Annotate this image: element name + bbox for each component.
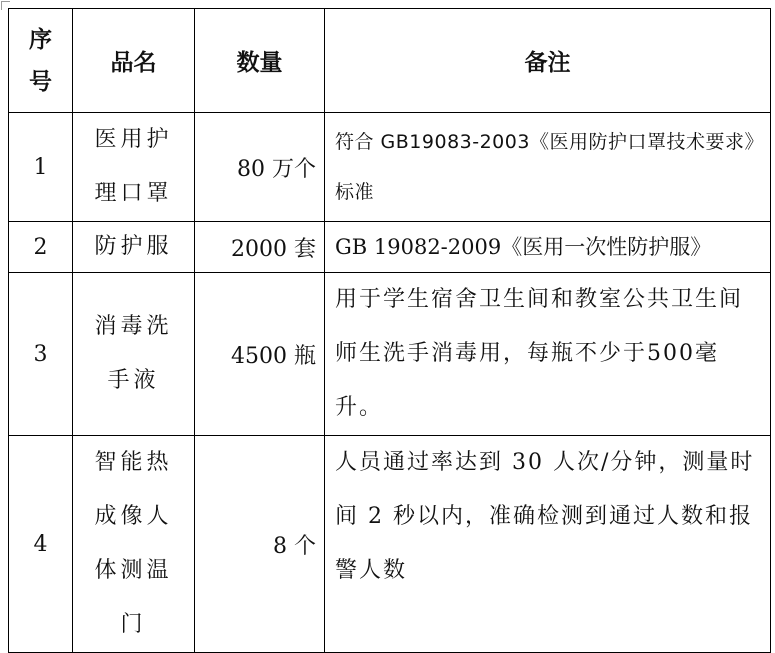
- row-note: GB 19082-2009《医用一次性防护服》: [325, 222, 771, 273]
- header-qty: 数量: [195, 9, 325, 113]
- header-seq: [9, 9, 73, 113]
- goods-table: [8, 8, 771, 653]
- row-name: [73, 113, 195, 222]
- row-seq: 3: [9, 273, 73, 436]
- row-qty: 8 个: [195, 436, 325, 653]
- table-row: [9, 436, 771, 653]
- row-name-line: 理口罩: [94, 181, 173, 206]
- row-note: 人员通过率达到 30 人次/分钟，测量时间 2 秒以内，准确检测到通过人数和报警人数: [325, 436, 771, 653]
- row-name-line: 体测温: [94, 558, 173, 583]
- header-seq-line2: 号: [29, 68, 52, 95]
- row-name-line: 手液: [107, 368, 160, 393]
- table-row: [9, 273, 771, 436]
- row-seq: 4: [9, 436, 73, 653]
- row-seq: 2: [9, 222, 73, 273]
- row-name-line: 智能热: [94, 450, 173, 475]
- row-name-line: 防护服: [94, 234, 173, 259]
- row-note: 符合 GB19083-2003《医用防护口罩技术要求》标准: [325, 113, 771, 222]
- header-name: 品名: [73, 9, 195, 113]
- row-name-line: 成像人: [94, 504, 173, 529]
- row-name: [73, 273, 195, 436]
- row-qty: 80 万个: [195, 113, 325, 222]
- row-name-line: 医用护: [94, 127, 173, 152]
- table-row: [9, 222, 771, 273]
- table-header-row: [9, 9, 771, 113]
- row-qty: 2000 套: [195, 222, 325, 273]
- header-note: 备注: [325, 9, 771, 113]
- row-seq: 1: [9, 113, 73, 222]
- header-seq-line1: 序: [29, 26, 52, 53]
- row-name: [73, 436, 195, 653]
- row-name: [73, 222, 195, 273]
- row-qty: 4500 瓶: [195, 273, 325, 436]
- table-row: [9, 113, 771, 222]
- row-note: 用于学生宿舍卫生间和教室公共卫生间师生洗手消毒用，每瓶不少于500毫升。: [325, 273, 771, 436]
- row-name-line: 消毒洗: [94, 314, 173, 339]
- row-name-line: 门: [120, 612, 147, 637]
